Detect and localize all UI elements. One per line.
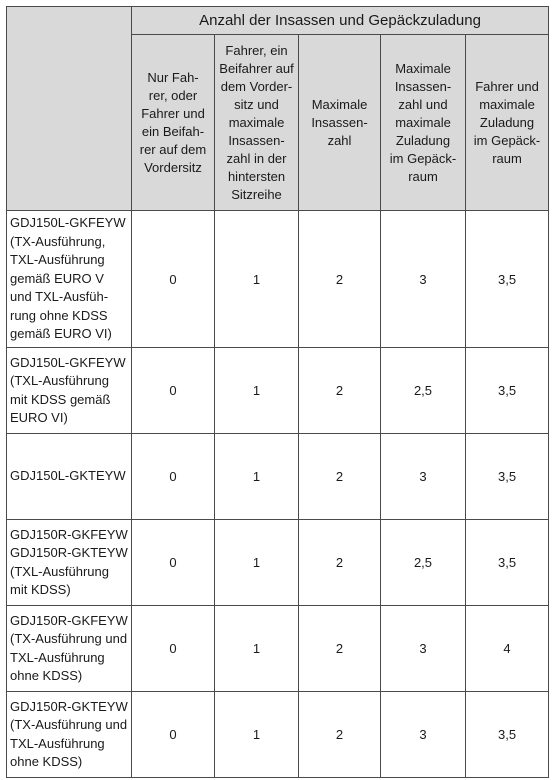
column-header-line: Fahrer und [141,105,205,121]
column-header [299,35,381,211]
model-line: GDJ150R-GKFEYW [10,612,128,628]
column-header [132,35,215,211]
value-cell: 0 [132,520,215,606]
table-row [7,434,549,520]
model-cell [7,520,132,606]
model-line: TXL-Ausführung [10,735,105,751]
model-cell [7,434,132,520]
column-header-line: maximale [228,114,285,130]
column-header-line: Fahrer und [475,78,539,94]
value-cell: 3,5 [466,211,549,348]
model-line: GDJ150R-GKFEYW [10,526,128,542]
column-header-line: maximale [479,96,535,112]
column-header-line: Nur Fah- [147,69,199,85]
column-header-line: Insassen- [311,114,368,130]
value-cell: 3,5 [466,692,549,778]
model-line: (TX-Ausführung und [10,717,128,732]
model-cell [7,348,132,434]
column-header-line: Zuladung [479,114,535,130]
column-header-line: Fahrer, ein [225,42,288,58]
value-cell: 1 [215,520,299,606]
column-header-line: rer, oder [148,87,198,103]
model-line: und TXL-Ausfüh- [10,289,109,305]
group-header: Anzahl der Insassen und Gepäckzuladung [132,7,549,35]
value-cell: 2,5 [381,348,466,434]
column-header [381,35,466,211]
column-header [466,35,549,211]
model-cell [7,606,132,692]
column-header-line: Maximale [395,60,451,76]
model-cell [7,211,132,348]
model-cell [7,692,132,778]
column-header-line: zahl in der [226,150,287,166]
value-cell: 0 [132,211,215,348]
value-cell: 2 [299,211,381,348]
model-line: gemäß EURO VI) [10,326,112,342]
model-line: GDJ150R-GKTEYW [10,545,128,560]
model-line: (TXL-Ausführung [10,563,109,579]
column-header-line: Vordersitz [144,159,202,175]
column-header-line: Insassen- [394,78,452,94]
column-header-line: Insassen- [228,132,285,148]
value-cell: 2 [299,434,381,520]
model-line: TXL-Ausführung [10,649,105,665]
model-line: rung ohne KDSS [10,307,108,323]
value-cell: 2 [299,348,381,434]
value-cell: 1 [215,606,299,692]
value-cell: 1 [215,692,299,778]
value-cell: 1 [215,211,299,348]
model-line: gemäß EURO V [10,270,104,286]
column-header-line: maximale [395,114,451,130]
value-cell: 1 [215,348,299,434]
column-header-line: Maximale [311,96,368,112]
column-header-line: zahl [327,132,352,148]
value-cell: 0 [132,434,215,520]
value-cell: 3,5 [466,348,549,434]
model-line: GDJ150L-GKTEYW [10,468,126,484]
model-line: ohne KDSS) [10,668,83,683]
value-cell: 2 [299,692,381,778]
model-line: GDJ150L-GKFEYW [10,215,126,231]
model-line: GDJ150R-GKTEYW [10,698,128,714]
model-line: mit KDSS) [10,582,71,597]
table-row [7,211,549,348]
model-line: mit KDSS gemäß [10,391,111,407]
model-line: ohne KDSS) [10,754,83,769]
column-header-line: dem Vorder- [220,78,293,94]
value-cell: 3 [381,434,466,520]
value-cell: 4 [466,606,549,692]
table-row [7,348,549,434]
value-cell: 2,5 [381,520,466,606]
table-row [7,520,549,606]
value-cell: 0 [132,606,215,692]
column-header-line: Beifahrer auf [219,60,294,76]
table-row [7,606,549,692]
column-header-line: ein Beifah- [141,123,205,139]
value-cell: 3 [381,211,466,348]
column-header-line: raum [492,150,522,166]
model-line: TXL-Ausführung [10,252,105,268]
model-line: (TX-Ausführung und [10,631,128,646]
column-header-line: Zuladung [395,132,451,148]
group-header-row [7,7,549,35]
column-header-line: Sitzreihe [231,186,282,202]
table-row [7,692,549,778]
value-cell: 1 [215,434,299,520]
column-header-line: rer auf dem [139,141,207,157]
model-line: (TX-Ausführung, [10,233,106,249]
column-header-line: im Gepäck- [389,150,457,166]
model-line: (TXL-Ausführung [10,373,109,388]
column-header [215,35,299,211]
value-cell: 0 [132,348,215,434]
value-cell: 3,5 [466,520,549,606]
value-cell: 3,5 [466,434,549,520]
model-line: EURO VI) [10,410,68,425]
value-cell: 2 [299,606,381,692]
column-header-line: zahl und [398,96,448,112]
column-header-line: raum [408,168,438,184]
value-cell: 0 [132,692,215,778]
column-header-line: im Gepäck- [473,132,541,148]
value-cell: 2 [299,520,381,606]
value-cell: 3 [381,692,466,778]
occupancy-load-table [6,6,549,778]
column-header-line: sitz und [234,96,279,112]
column-header-line: hintersten [227,168,286,184]
corner-header-cell [7,7,132,211]
model-line: GDJ150L-GKFEYW [10,354,126,370]
value-cell: 3 [381,606,466,692]
occupancy-table-container [6,6,549,778]
